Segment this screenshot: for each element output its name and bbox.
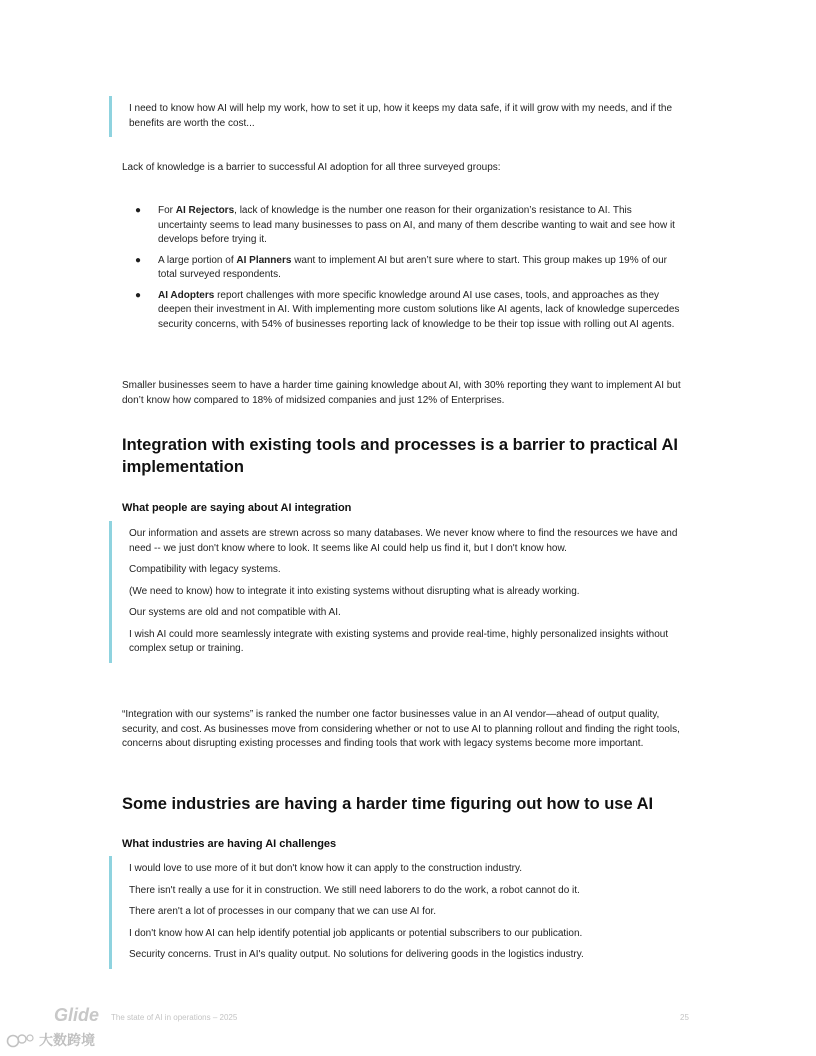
watermark-logo-icon bbox=[6, 1032, 36, 1048]
integration-paragraph: “Integration with our systems” is ranked the number one factor businesses value in an AI vendor—ahead of output quality, security, and cost. As businesses move from considering whether or not to use AI to planning rollout and finding the right tools, concerns about disrupting existing processes and finding tools that work with legacy systems become more important. bbox=[122, 709, 680, 749]
footer-report-title: The state of AI in operations – 2025 bbox=[111, 1013, 238, 1022]
bullet-ai-adopters bbox=[122, 289, 682, 333]
bullet-bold-term: AI Planners bbox=[236, 254, 292, 266]
quote-block-industries bbox=[109, 856, 679, 969]
intro-paragraph: Lack of knowledge is a barrier to successful AI adoption for all three surveyed groups: bbox=[122, 162, 501, 173]
glide-logo: Glide bbox=[54, 1005, 100, 1025]
bullet-bold-term: AI Rejectors bbox=[175, 205, 235, 216]
watermark-text: 大数跨境 bbox=[39, 1032, 95, 1048]
quote-text: There isn't really a use for it in construction. We still need laborers to do the work, a robot cannot do it. bbox=[129, 884, 580, 896]
smaller-businesses-paragraph: Smaller businesses seem to have a harder time gaining knowledge about AI, with 30% reporting they want to implement AI but don’t know how compared to 18% of midsized companies and just 12% of Enterprises. bbox=[122, 380, 681, 406]
bullet-text-post: want to implement AI but aren’t sure where to start. This group makes up 19% of our total surveyed respondents. bbox=[158, 254, 667, 280]
bullet-text-pre: A large portion of bbox=[158, 254, 237, 266]
quote-text: Compatibility with legacy systems. bbox=[129, 564, 281, 575]
bullet-dot-icon: ● bbox=[135, 205, 142, 216]
bullet-text-post: , lack of knowledge is the number one reason for their organization’s resistance to AI. This uncertainty seems to lead many businesses to pass on AI, and many of them describe wanting to wait and see how it develops before trying it. bbox=[158, 205, 675, 245]
quote-block-integration bbox=[109, 521, 679, 663]
bullet-dot-icon: ● bbox=[135, 254, 142, 266]
quote-text: I need to know how AI will help my work, how to set it up, how it keeps my data safe, if it will grow with my needs, and if the benefits are worth the cost... bbox=[129, 103, 673, 129]
quote-text: I don't know how AI can help identify potential job applicants or potential subscribers to our publication. bbox=[129, 927, 583, 939]
bullet-dot-icon: ● bbox=[135, 289, 142, 301]
quote-text: (We need to know) how to integrate it into existing systems without disrupting what is already working. bbox=[129, 585, 580, 597]
page-number: 25 bbox=[680, 1013, 689, 1022]
watermark bbox=[6, 1030, 95, 1050]
quote-text: Our systems are old and not compatible with AI. bbox=[129, 607, 341, 618]
quote-block-data-concerns bbox=[109, 96, 679, 137]
knowledge-bullet-list bbox=[122, 204, 682, 338]
bullet-ai-planners bbox=[122, 254, 682, 283]
bullet-ai-rejectors bbox=[122, 204, 682, 248]
bullet-text-post: report challenges with more specific knowledge around AI use cases, tools, and approaches as they deepen their investment in AI. With implementing more custom solutions like AI agents, lack of knowledge supercedes security concerns, with 54% of businesses reporting lack of knowledge to be their top issue with rolling out AI agents. bbox=[158, 289, 680, 330]
bullet-bold-term: AI Adopters bbox=[158, 289, 215, 301]
subheading-industry-quotes: What industries are having AI challenges bbox=[122, 838, 337, 850]
subheading-integration-quotes: What people are saying about AI integration bbox=[122, 502, 352, 514]
quote-text: I wish AI could more seamlessly integrate with existing systems and provide real-time, highly personalized insights without complex setup or training. bbox=[129, 628, 669, 654]
quote-text: There aren't a lot of processes in our company that we can use AI for. bbox=[129, 906, 437, 917]
quote-text: Security concerns. Trust in AI's quality output. No solutions for delivering goods in the logistics industry. bbox=[129, 949, 584, 960]
bullet-text-pre: For bbox=[158, 205, 176, 216]
quote-text: I would love to use more of it but don't know how it can apply to the construction industry. bbox=[129, 863, 523, 874]
section-heading-integration: Integration with existing tools and processes is a barrier to practical AI implementation bbox=[122, 436, 678, 476]
quote-text: Our information and assets are strewn across so many databases. We never know where to find the resources we have and need -- we just don't know where to look. It seems like AI could help us find it, but I don't know how. bbox=[129, 528, 678, 554]
section-heading-industries: Some industries are having a harder time figuring out how to use AI bbox=[122, 795, 654, 813]
